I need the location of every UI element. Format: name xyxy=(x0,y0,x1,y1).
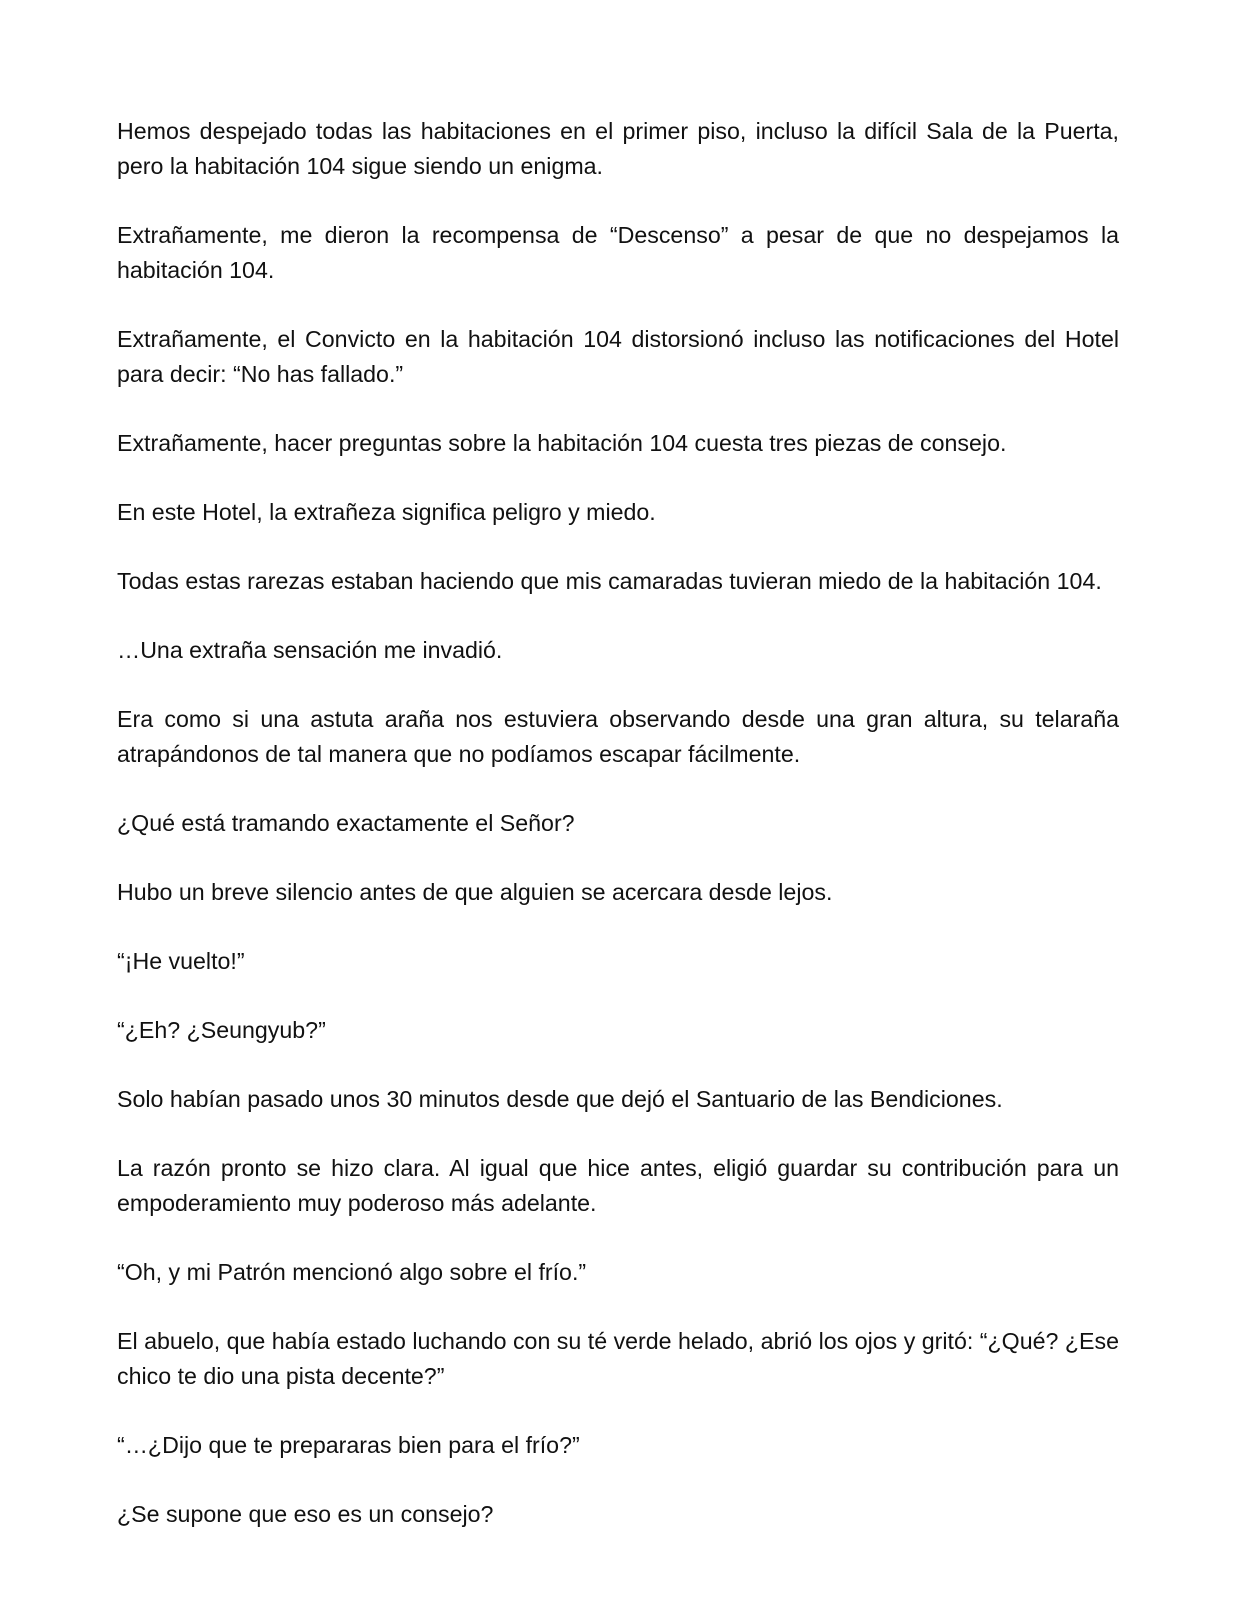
document-page xyxy=(117,114,1119,1532)
paragraph-15: “Oh, y mi Patrón mencionó algo sobre el frío.” xyxy=(117,1259,587,1285)
paragraph-1: Hemos despejado todas las habitaciones en el primer piso, incluso la difícil Sala de la Puerta, pero la habitación 104 sigue siendo un enigma. xyxy=(117,118,1119,179)
paragraph-4: Extrañamente, hacer preguntas sobre la habitación 104 cuesta tres piezas de consejo. xyxy=(117,430,1007,456)
paragraph-17: “…¿Dijo que te prepararas bien para el frío?” xyxy=(117,1432,580,1458)
paragraph-5: En este Hotel, la extrañeza significa peligro y miedo. xyxy=(117,499,656,525)
paragraph-10: Hubo un breve silencio antes de que alguien se acercara desde lejos. xyxy=(117,879,833,905)
paragraph-14: La razón pronto se hizo clara. Al igual que hice antes, eligió guardar su contribución para un empoderamiento muy poderoso más adelante. xyxy=(117,1155,1119,1216)
paragraph-8: Era como si una astuta araña nos estuviera observando desde una gran altura, su telaraña atrapándonos de tal manera que no podíamos escapar fácilmente. xyxy=(117,706,1119,767)
paragraph-18: ¿Se supone que eso es un consejo? xyxy=(117,1501,494,1527)
paragraph-11: “¡He vuelto!” xyxy=(117,948,245,974)
paragraph-16: El abuelo, que había estado luchando con su té verde helado, abrió los ojos y gritó: “¿Qué? ¿Ese chico te dio una pista decente?” xyxy=(117,1328,1119,1389)
paragraph-7: …Una extraña sensación me invadió. xyxy=(117,637,503,663)
paragraph-12: “¿Eh? ¿Seungyub?” xyxy=(117,1017,326,1043)
paragraph-3: Extrañamente, el Convicto en la habitación 104 distorsionó incluso las notificaciones del Hotel para decir: “No has fallado.” xyxy=(117,326,1119,387)
paragraph-6: Todas estas rarezas estaban haciendo que mis camaradas tuvieran miedo de la habitación 104. xyxy=(117,568,1102,594)
paragraph-2: Extrañamente, me dieron la recompensa de “Descenso” a pesar de que no despejamos la habitación 104. xyxy=(117,222,1119,283)
paragraph-9: ¿Qué está tramando exactamente el Señor? xyxy=(117,810,575,836)
paragraph-13: Solo habían pasado unos 30 minutos desde que dejó el Santuario de las Bendiciones. xyxy=(117,1086,1003,1112)
